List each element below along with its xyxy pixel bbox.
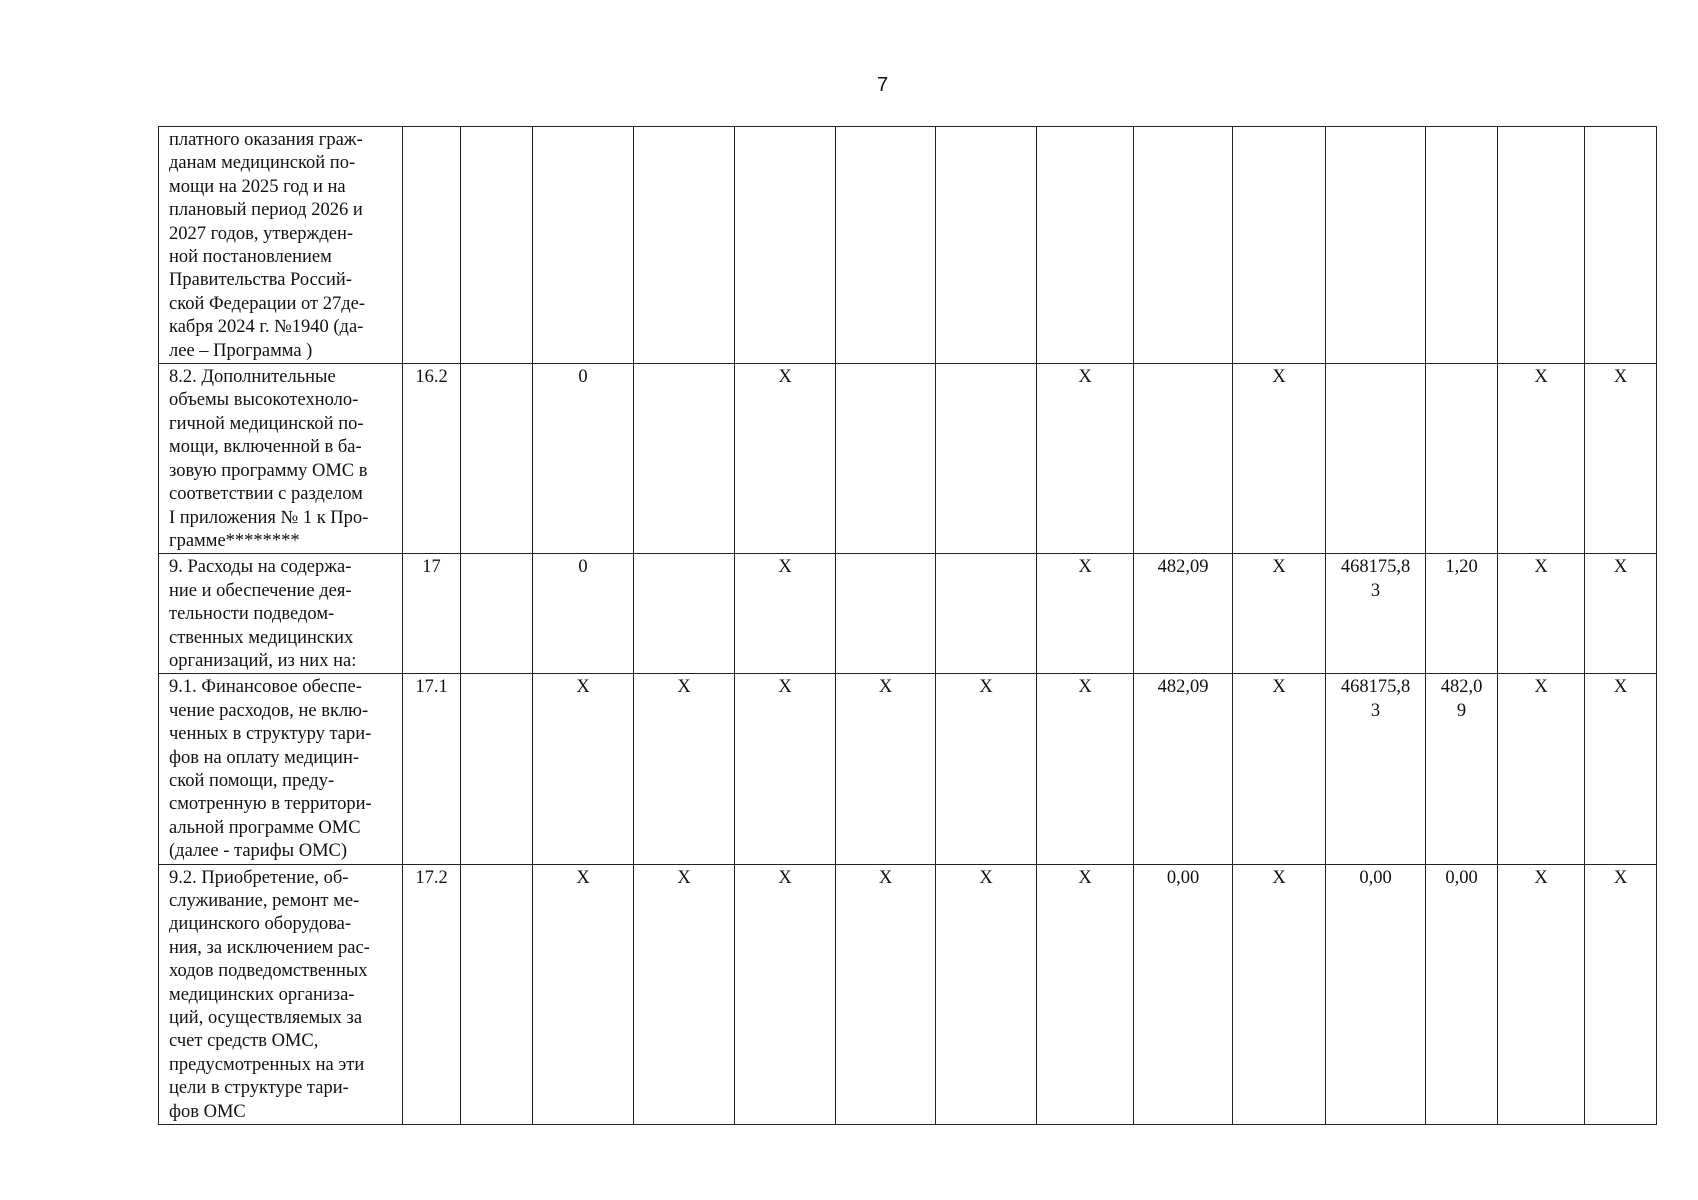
table-cell [1134,364,1233,554]
table-cell: X [1498,864,1585,1124]
page-number: 7 [876,74,889,96]
table-row [159,864,1657,1124]
table-cell [634,554,735,674]
table-cell: X [1233,554,1326,674]
table-body [159,127,1657,1125]
table-row [159,674,1657,864]
table-cell: X [936,864,1037,1124]
table-cell [936,127,1037,364]
description-line: I приложения № 1 к Про- [169,507,369,528]
description-line: фов ОМС [169,1101,246,1122]
table-cell: X [533,674,634,864]
description-line: ций, осуществляемых за [169,1008,363,1029]
table-cell [735,127,836,364]
table-cell: 482,09 [1134,554,1233,674]
table-cell [936,554,1037,674]
description-line: грамме******** [169,530,300,551]
description-line: цели в структуре тари- [169,1078,349,1099]
table-cell [1326,364,1426,554]
description-line: ной постановлением [169,247,332,268]
description-line: соответствии с разделом [169,484,363,505]
table-cell: 16.2 [403,364,461,554]
table-cell: 468175,8 3 [1326,554,1426,674]
document-table [158,126,1657,1125]
description-line: лее – Программа ) [169,340,313,361]
description-line: 9.2. Приобретение, об- [169,867,349,888]
table-cell: X [634,674,735,864]
description-line: кабря 2024 г. №1940 (да- [169,317,364,338]
table-cell [1585,127,1657,364]
description-line: (далее - тарифы ОМС) [169,841,348,862]
table-cell: 17.2 [403,864,461,1124]
description-line: чение расходов, не вклю- [169,700,369,721]
table-cell: X [836,674,936,864]
table-cell [1498,127,1585,364]
description-line: 2027 годов, утвержден- [169,223,354,244]
description-line: мощи на 2025 год и на [169,176,346,197]
table-cell [461,127,533,364]
table-cell: 0,00 [1326,864,1426,1124]
table-cell: X [1233,674,1326,864]
description-line: ченных в структуру тари- [169,724,372,745]
description-line: организаций, из них на: [169,650,357,671]
table-cell: X [1498,554,1585,674]
table-cell [533,127,634,364]
description-line: ходов подведомственных [169,961,368,982]
table-cell: X [1037,364,1134,554]
table-cell: X [1585,674,1657,864]
table-cell [836,127,936,364]
description-line: 8.2. Дополнительные [169,367,336,388]
table-cell [936,364,1037,554]
table-cell [403,127,461,364]
table-cell: 468175,8 3 [1326,674,1426,864]
table-row [159,554,1657,674]
table-cell: X [533,864,634,1124]
description-line: 9.1. Финансовое обеспе- [169,677,362,698]
table-cell: X [1037,864,1134,1124]
table-cell: 482,0 9 [1426,674,1498,864]
description-line: тельности подведом- [169,604,335,625]
table-cell [1134,127,1233,364]
table-cell [1426,127,1498,364]
table-cell: X [735,554,836,674]
description-line: предусмотренных на эти [169,1054,365,1075]
description-line: объемы высокотехноло- [169,390,359,411]
table-cell: 0,00 [1426,864,1498,1124]
table-cell: 0 [533,364,634,554]
row-description [159,864,403,1124]
table-cell: 17.1 [403,674,461,864]
table-cell: X [1037,554,1134,674]
table-cell: 482,09 [1134,674,1233,864]
table-cell: X [836,864,936,1124]
table-cell: X [1585,864,1657,1124]
table-cell: 1,20 [1426,554,1498,674]
description-line: 9. Расходы на содержа- [169,557,352,578]
table-cell [1326,127,1426,364]
table-cell: X [1498,364,1585,554]
description-line: фов на оплату медицин- [169,747,360,768]
row-description [159,674,403,864]
table-cell: X [735,674,836,864]
description-line: служивание, ремонт ме- [169,891,360,911]
table-cell: X [1585,364,1657,554]
table-cell [461,364,533,554]
table-cell: X [936,674,1037,864]
table-cell: X [1233,364,1326,554]
description-line: Правительства Россий- [169,270,352,291]
table-cell: X [1233,864,1326,1124]
table-cell [836,554,936,674]
table-cell [1426,364,1498,554]
table-cell [1037,127,1134,364]
description-line: смотренную в территори- [169,794,372,815]
table-cell: X [735,864,836,1124]
table-cell [634,127,735,364]
table-cell: 17 [403,554,461,674]
table-cell [461,674,533,864]
description-line: дицинского оборудова- [169,914,352,935]
row-description [159,554,403,674]
description-line: гичной медицинской по- [169,413,364,434]
description-line: ние и обеспечение дея- [169,580,352,601]
description-line: счет средств ОМС, [169,1031,319,1052]
description-line: медицинских организа- [169,984,355,1005]
table-cell: X [1585,554,1657,674]
table-cell: X [1498,674,1585,864]
table-cell [461,864,533,1124]
table-cell [1233,127,1326,364]
table-cell [836,364,936,554]
row-description [159,364,403,554]
description-line: ской Федерации от 27де- [169,293,366,314]
description-line: альной программе ОМС [169,817,361,838]
table-cell: X [735,364,836,554]
table-cell [634,364,735,554]
description-line: плановый период 2026 и [169,200,363,221]
description-line: ской помощи, преду- [169,770,335,791]
description-line: данам медицинской по- [169,153,356,174]
table-cell [461,554,533,674]
description-line: ния, за исключением рас- [169,937,370,958]
description-line: платного оказания граж- [169,130,363,150]
table-row [159,127,1657,364]
table-cell: X [1037,674,1134,864]
table-cell: 0 [533,554,634,674]
table-cell: 0,00 [1134,864,1233,1124]
description-line: мощи, включенной в ба- [169,437,362,458]
table-row [159,364,1657,554]
row-description [159,127,403,364]
description-line: ственных медицинских [169,627,354,648]
description-line: зовую программу ОМС в [169,460,368,481]
table-cell: X [634,864,735,1124]
